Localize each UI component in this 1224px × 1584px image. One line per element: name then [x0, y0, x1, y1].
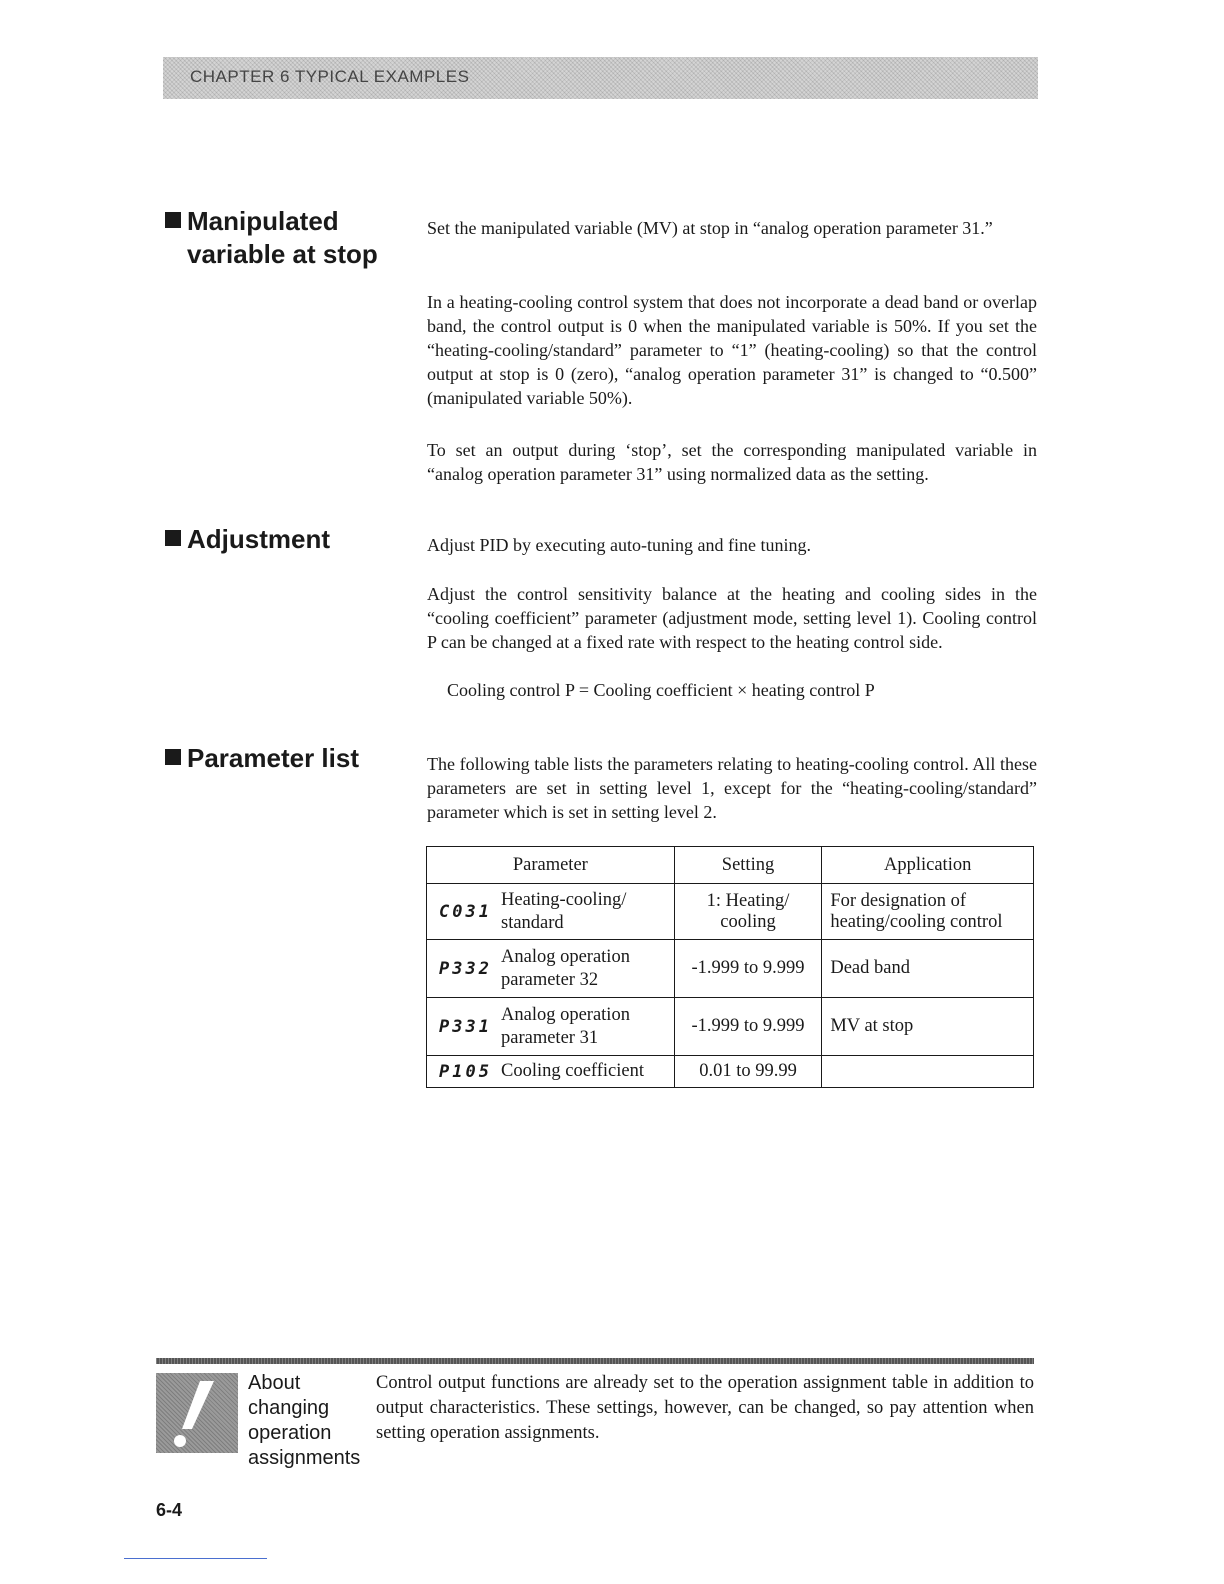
square-bullet-icon [165, 530, 181, 546]
header-parameter: Parameter [427, 847, 675, 884]
parameter-cell [427, 1056, 675, 1088]
table-row [427, 998, 1034, 1056]
parameter-code: P105 [439, 1061, 492, 1082]
setting-cell: 0.01 to 99.99 [674, 1056, 822, 1088]
note-title: About changing operation assignments [248, 1372, 361, 1469]
section-heading-adjustment [165, 523, 330, 556]
table-row [427, 884, 1034, 940]
setting-cell: -1.999 to 9.999 [674, 940, 822, 998]
header-application: Application [822, 847, 1034, 884]
mv-stop-paragraph-2: In a heating-cooling control system that does not incorporate a dead band or overlap band, the control output is 0 when the manipulated variable is 50%. If you set the “heating-cooling/standard” parameter to “1” (heating-cooling) so that the control output at stop is 0 (zero), “analog operation parameter 31” is changed to “0.500” (manipulated variable 50%). [427, 292, 1037, 408]
application-cell: Dead band [822, 940, 1034, 998]
application-cell: For designation of heating/cooling control [822, 884, 1034, 940]
table-header-row [427, 847, 1034, 884]
adjustment-paragraph-2: Adjust the control sensitivity balance at the heating and cooling sides in the “cooling coefficient” parameter (adjustment mode, setting level 1). Cooling control P can be changed at a fixed rate with respect to the heating control side. [427, 584, 1037, 652]
parameter-code: P332 [439, 958, 492, 979]
parameter-name: Heating-cooling/ standard [501, 889, 627, 933]
mv-stop-paragraph-3: To set an output during ‘stop’, set the corresponding manipulated variable in “analog operation parameter 31” using normalized data as the setting. [427, 440, 1037, 484]
section-heading-mv-at-stop [165, 205, 378, 271]
note-text: Control output functions are already set to the operation assignment table in addition to output characteristics. These settings, however, can be changed, so pay attention when setting operation assignments. [376, 1373, 1034, 1443]
square-bullet-icon [165, 212, 181, 228]
adjustment-paragraph-1: Adjust PID by executing auto-tuning and fine tuning. [427, 535, 811, 555]
parameter-cell [427, 998, 675, 1056]
parameter-code: C031 [439, 901, 492, 922]
parameter-name: Cooling coefficient [501, 1061, 644, 1081]
note-divider [156, 1358, 1034, 1364]
chapter-header-band [163, 57, 1038, 99]
square-bullet-icon [165, 749, 181, 765]
heading-text: Parameter list [187, 743, 359, 773]
setting-cell: -1.999 to 9.999 [674, 998, 822, 1056]
caution-icon [156, 1373, 238, 1453]
parameter-cell [427, 940, 675, 998]
parameter-cell [427, 884, 675, 940]
page-number: 6-4 [156, 1500, 183, 1520]
heading-text: Adjustment [187, 524, 330, 554]
table-row [427, 940, 1034, 998]
parameter-list-paragraph: The following table lists the parameters relating to heating-cooling control. All these parameters are set in setting level 1, except for the “heating-cooling/standard” parameter which is set in setting level 2. [427, 754, 1037, 822]
section-heading-parameter-list [165, 742, 359, 775]
table-row [427, 1056, 1034, 1088]
footer-line [124, 1558, 267, 1559]
setting-cell: 1: Heating/ cooling [674, 884, 822, 940]
application-cell [822, 1056, 1034, 1088]
heading-line-2: variable at stop [187, 239, 378, 269]
parameter-table [426, 846, 1034, 1088]
application-cell: MV at stop [822, 998, 1034, 1056]
header-setting: Setting [674, 847, 822, 884]
parameter-code: P331 [439, 1016, 492, 1037]
mv-stop-paragraph-1: Set the manipulated variable (MV) at stop in “analog operation parameter 31.” [427, 218, 993, 238]
heading-line-1: Manipulated [187, 206, 339, 236]
parameter-name: Analog operation parameter 31 [501, 1004, 630, 1048]
adjustment-formula: Cooling control P = Cooling coefficient × heating control P [447, 680, 875, 700]
chapter-title: CHAPTER 6 TYPICAL EXAMPLES [190, 67, 470, 86]
parameter-name: Analog operation parameter 32 [501, 946, 630, 990]
